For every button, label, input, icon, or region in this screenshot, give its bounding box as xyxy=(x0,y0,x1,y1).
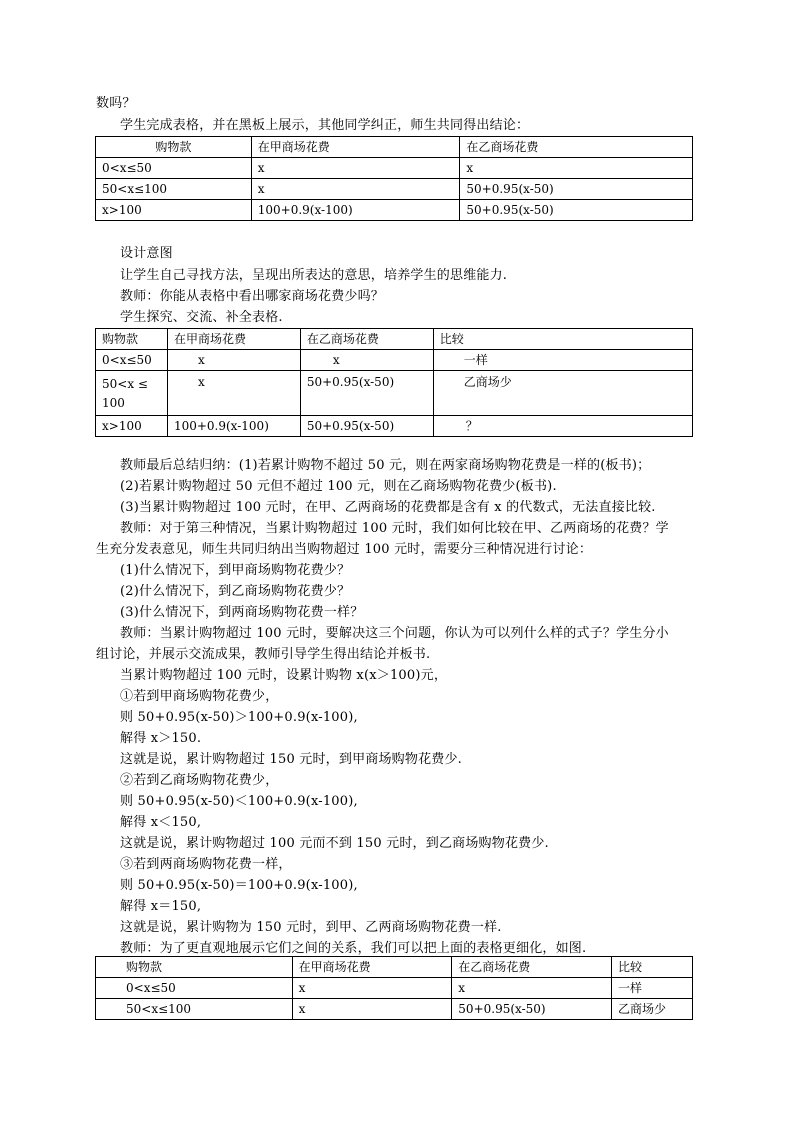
text-line: (3)什么情况下，到两商场购物花费一样？ xyxy=(120,605,364,620)
table-header-cell: 在乙商场花费 xyxy=(300,329,433,350)
table-header-cell: 比较 xyxy=(612,957,693,978)
table-cell: x xyxy=(167,371,300,416)
table-header-cell: 在甲商场花费 xyxy=(167,329,300,350)
text-line: 设计意图 xyxy=(120,246,173,261)
text-line: 这就是说，累计购物为 150 元时，到甲、乙两商场购物花费一样. xyxy=(120,920,502,935)
table-row xyxy=(96,350,693,371)
table-cell: x xyxy=(292,999,452,1020)
table-cell: 50+0.95(x-50) xyxy=(452,999,612,1020)
text-line: 这就是说，累计购物超过 100 元而不到 150 元时，到乙商场购物花费少. xyxy=(120,836,549,851)
table-header-cell: 在甲商场花费 xyxy=(251,137,460,158)
table-header-cell: 在乙商场花费 xyxy=(460,137,693,158)
table-cell: x xyxy=(460,158,693,179)
table-cell: 50+0.95(x-50) xyxy=(300,371,433,416)
table-row xyxy=(96,200,693,221)
comparison-table-3 xyxy=(95,956,693,1020)
text-line: ①若到甲商场购物花费少， xyxy=(120,689,279,704)
table-cell: x xyxy=(167,350,300,371)
text-line: 解得 x＝150, xyxy=(120,899,202,914)
table-row xyxy=(96,978,693,999)
table-cell: 0<x≤50 xyxy=(96,350,168,371)
table-header-cell: 比较 xyxy=(433,329,692,350)
table-cell: 0<x≤50 xyxy=(96,978,293,999)
table-cell: x xyxy=(452,978,612,999)
text-line: 则 50+0.95(x-50)＞100+0.9(x-100), xyxy=(120,710,358,725)
table-cell: 一样 xyxy=(612,978,693,999)
table-cell: x xyxy=(300,350,433,371)
table-cell: ？ xyxy=(433,416,692,437)
table-cell: 50+0.95(x-50) xyxy=(460,179,693,200)
text-line: (3)当累计购物超过 100 元时，在甲、乙两商场的花费都是含有 x 的代数式，无法直接比较. xyxy=(120,500,656,515)
comparison-table-1 xyxy=(95,136,693,221)
text-line: ②若到乙商场购物花费少， xyxy=(120,773,279,788)
text-line: 这就是说，累计购物超过 150 元时，到甲商场购物花费少. xyxy=(120,752,463,767)
text-line: 生充分发表意见，师生共同归纳出当购物超过 100 元时，需要分三种情况进行讨论： xyxy=(96,542,593,557)
text-line: 解得 x＞150. xyxy=(120,731,202,746)
table-header-cell: 在甲商场花费 xyxy=(292,957,452,978)
table-header-row xyxy=(96,329,693,350)
text-line: 当累计购物超过 100 元时，设累计购物 x(x＞100)元， xyxy=(120,668,448,683)
text-line: (2)什么情况下，到乙商场购物花费少？ xyxy=(120,584,351,599)
text-line: (1)什么情况下，到甲商场购物花费少？ xyxy=(120,563,351,578)
table-cell: x>100 xyxy=(96,416,168,437)
text-line: 教师：对于第三种情况，当累计购物超过 100 元时，我们如何比较在甲、乙两商场的花费？学 xyxy=(120,521,669,536)
table-cell: 100+0.9(x-100) xyxy=(167,416,300,437)
table-row xyxy=(96,371,693,416)
text-line: 教师：为了更直观地展示它们之间的关系，我们可以把上面的表格更细化，如图. xyxy=(120,941,587,956)
table-cell: x xyxy=(251,179,460,200)
text-line: 教师最后总结归纳：(1)若累计购物不超过 50 元，则在两家商场购物花费是一样的(板书)； xyxy=(120,458,651,473)
table-row xyxy=(96,999,693,1020)
table-cell: 0<x≤50 xyxy=(96,158,252,179)
text-line: 教师：当累计购物超过 100 元时，要解决这三个问题，你认为可以列什么样的式子？学生分小 xyxy=(120,626,669,641)
cell-text-wrap: 100 xyxy=(102,396,125,410)
table-cell: 50<x≤100 xyxy=(96,999,293,1020)
table-cell: 50+0.95(x-50) xyxy=(300,416,433,437)
table-row xyxy=(96,416,693,437)
table-cell: 乙商场少 xyxy=(433,371,692,416)
text-line: 学生完成表格，并在黑板上展示，其他同学纠正，师生共同得出结论： xyxy=(120,118,530,133)
cell-text: 50<x ≤ xyxy=(102,377,148,391)
table-cell: 50<x≤100 xyxy=(96,179,252,200)
text-line: 让学生自己寻找方法，呈现出所表达的意思，培养学生的思维能力. xyxy=(120,268,508,283)
table-cell: x xyxy=(251,158,460,179)
table-row xyxy=(96,158,693,179)
table-cell: x>100 xyxy=(96,200,252,221)
table-cell xyxy=(96,371,168,416)
table-header-cell: 购物款 xyxy=(96,329,168,350)
text-line: 教师：你能从表格中看出哪家商场花费少吗？ xyxy=(120,289,385,304)
comparison-table-2 xyxy=(95,328,693,437)
text-line: 数吗？ xyxy=(96,96,136,111)
table-row xyxy=(96,179,693,200)
table-cell: 一样 xyxy=(433,350,692,371)
text-line: 则 50+0.95(x-50)＜100+0.9(x-100), xyxy=(120,794,358,809)
table-header-row xyxy=(96,957,693,978)
text-line: 解得 x＜150, xyxy=(120,815,202,830)
table-cell: 100+0.9(x-100) xyxy=(251,200,460,221)
text-line: ③若到两商场购物花费一样， xyxy=(120,857,292,872)
table-cell: x xyxy=(292,978,452,999)
table-header-cell: 购物款 xyxy=(96,137,252,158)
table-cell: 50+0.95(x-50) xyxy=(460,200,693,221)
text-line: 则 50+0.95(x-50)＝100+0.9(x-100), xyxy=(120,878,358,893)
text-line: (2)若累计购物超过 50 元但不超过 100 元，则在乙商场购物花费少(板书). xyxy=(120,479,557,494)
table-header-cell: 在乙商场花费 xyxy=(452,957,612,978)
text-line: 组讨论，并展示交流成果，教师引导学生得出结论并板书. xyxy=(96,647,431,662)
table-header-row xyxy=(96,137,693,158)
table-header-cell: 购物款 xyxy=(96,957,293,978)
text-line: 学生探究、交流、补全表格. xyxy=(120,310,283,325)
table-cell: 乙商场少 xyxy=(612,999,693,1020)
